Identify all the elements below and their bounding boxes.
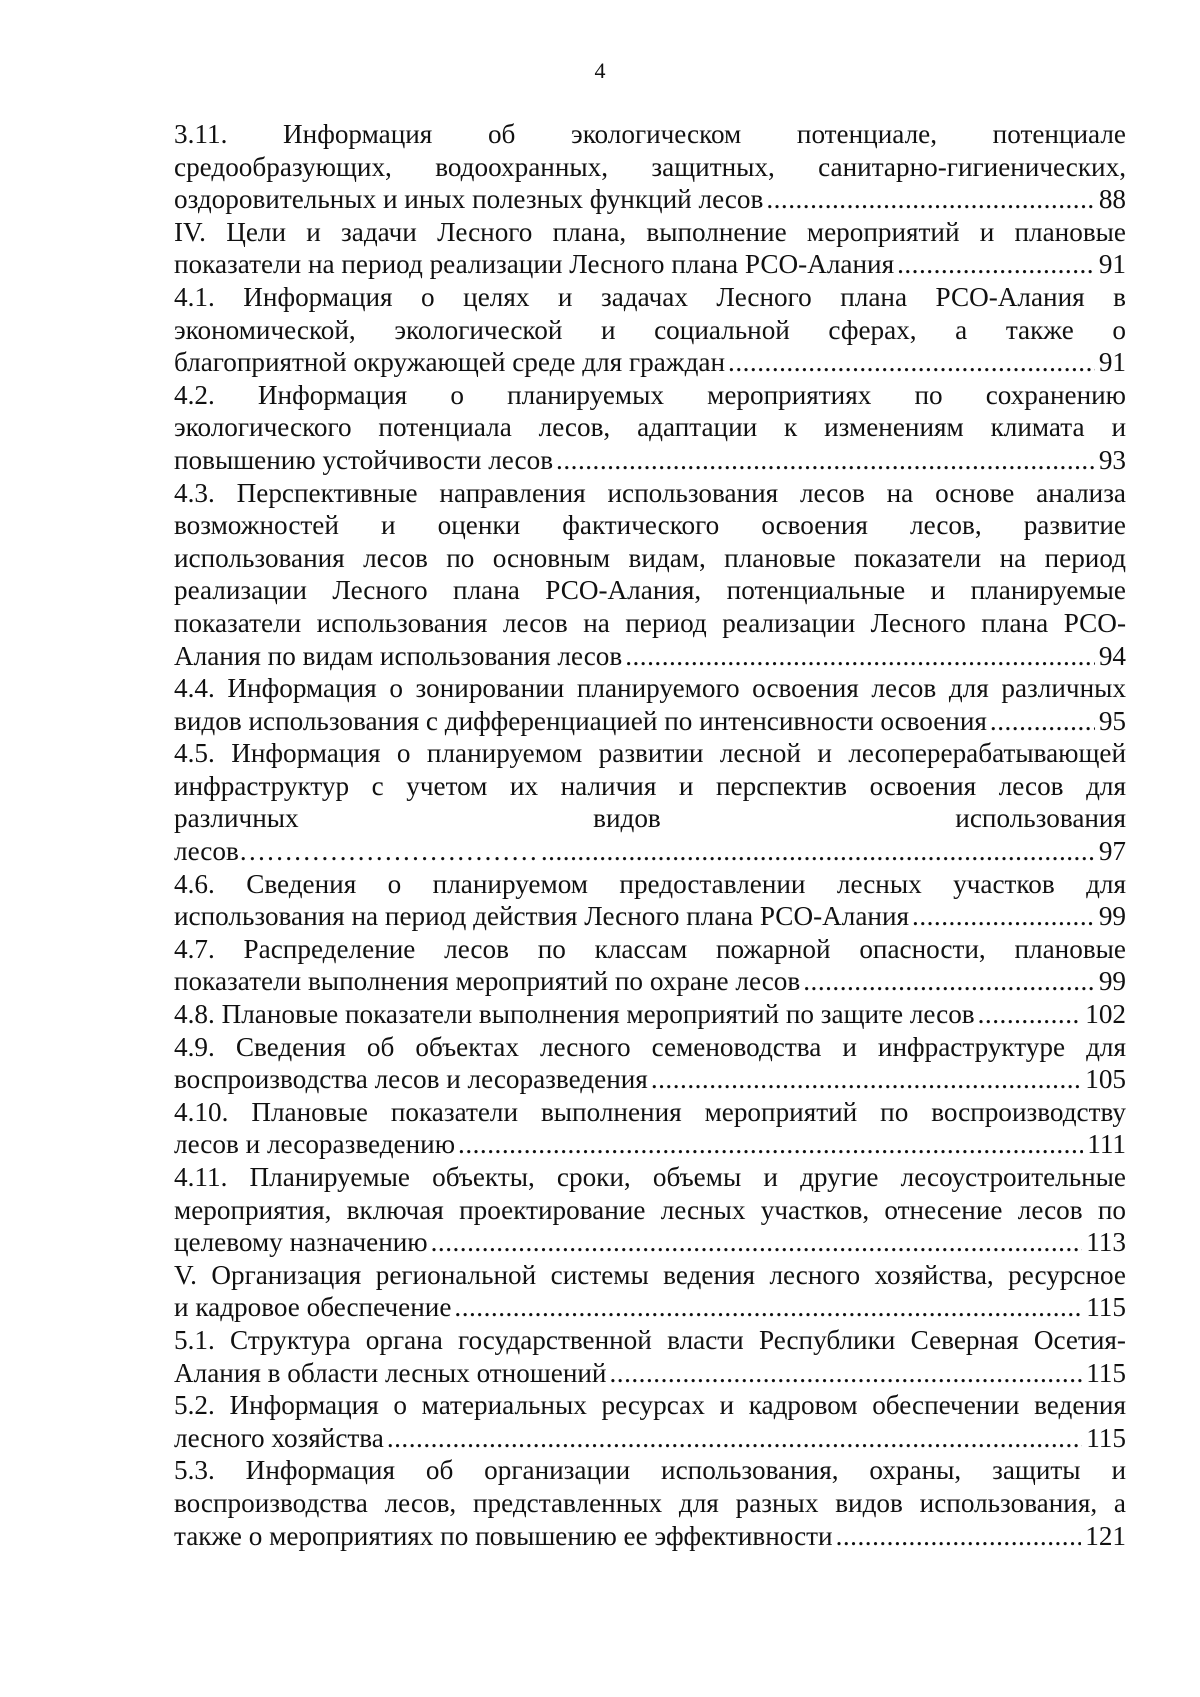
toc-page-number: 91 xyxy=(1098,249,1126,280)
toc-entry-last-line xyxy=(174,183,1126,216)
toc-entry-title-end: воспроизводства лесов и лесоразведения xyxy=(174,1064,648,1095)
toc-entry-last-line xyxy=(174,346,1126,379)
toc-page-number: 94 xyxy=(1098,640,1126,671)
toc-entry-line: 3.11. Информация об экологическом потенциале, потенциале xyxy=(174,119,1126,149)
toc-entry-line: 5.3. Информация об организации использования, охраны, защиты и xyxy=(174,1455,1126,1486)
toc-entry-last-line xyxy=(174,1422,1126,1455)
toc-leader-dots xyxy=(458,1128,1083,1161)
toc-leader-dots xyxy=(625,640,1095,673)
toc-page-number: 88 xyxy=(1098,184,1126,215)
toc-entry-title-end: также о мероприятиях по повышению ее эффективности xyxy=(174,1520,833,1551)
toc-leader-dots xyxy=(897,248,1095,281)
toc-entry-last-line xyxy=(174,444,1126,477)
toc-leader-dots xyxy=(990,705,1095,738)
toc-entry-line: показатели использования лесов на период реализации Лесного плана РСО- xyxy=(174,607,1126,638)
toc-entry-line: 4.9. Сведения об объектах лесного семеноводства и инфраструктуре для xyxy=(174,1031,1126,1062)
toc-entry-line: 5.2. Информация о материальных ресурсах и кадровом обеспечении ведения xyxy=(174,1390,1126,1421)
toc-entry-title-end: 4.8. Плановые показатели выполнения мероприятий по защите лесов xyxy=(174,999,975,1030)
toc-entry-title-end: использования на период действия Лесного плана РСО-Алания xyxy=(174,901,910,932)
toc-entry-title-end: благоприятной окружающей среде для граждан xyxy=(174,347,726,378)
toc-entry xyxy=(174,1454,1126,1552)
toc-leader-dots xyxy=(912,900,1095,933)
toc-entry-line: возможностей и оценки фактического освоения лесов, развитие xyxy=(174,510,1126,541)
toc-entry-last-line xyxy=(174,900,1126,933)
toc-entry xyxy=(174,1031,1126,1096)
toc-entry-line: 4.7. Распределение лесов по классам пожарной опасности, плановые xyxy=(174,933,1126,964)
toc-leader-dots xyxy=(978,998,1082,1031)
toc-entry-title-end: лесного хозяйства xyxy=(174,1422,384,1453)
toc-entry-line: V. Организация региональной системы ведения лесного хозяйства, ресурсное xyxy=(174,1259,1126,1290)
toc-entry-line: мероприятия, включая проектирование лесных участков, отнесение лесов по xyxy=(174,1194,1126,1225)
toc-entry-title-end: Алания в области лесных отношений xyxy=(174,1357,607,1388)
toc-page-number: 102 xyxy=(1085,999,1126,1030)
toc-leader-dots xyxy=(609,1357,1082,1390)
toc-page-number: 115 xyxy=(1086,1422,1126,1453)
toc-entry-line: IV. Цели и задачи Лесного плана, выполнение мероприятий и плановые xyxy=(174,216,1126,247)
toc-entry-title-end: видов использования с дифференциацией по интенсивности освоения xyxy=(174,705,987,736)
toc-entry xyxy=(174,477,1126,673)
toc-entry-last-line xyxy=(174,705,1126,738)
toc-page-number: 95 xyxy=(1098,705,1126,736)
toc-entry-line: экономической, экологической и социальной сферах, а также о xyxy=(174,314,1126,345)
toc-entry xyxy=(174,933,1126,998)
toc-page-number: 121 xyxy=(1085,1520,1126,1551)
table-of-contents xyxy=(174,118,1126,1552)
toc-entry-line: средообразующих, водоохранных, защитных, санитарно-гигиенических, xyxy=(174,151,1126,182)
toc-entry xyxy=(174,998,1126,1031)
toc-entry-last-line xyxy=(174,1063,1126,1096)
toc-entry-line: воспроизводства лесов, представленных для разных видов использования, а xyxy=(174,1487,1126,1518)
toc-entry-last-line xyxy=(174,1291,1126,1324)
toc-entry-line: 4.6. Сведения о планируемом предоставлении лесных участков для xyxy=(174,868,1126,899)
toc-entry-last-line xyxy=(174,1357,1126,1390)
toc-entry xyxy=(174,1324,1126,1389)
toc-leader-dots xyxy=(651,1063,1081,1096)
toc-entry xyxy=(174,1259,1126,1324)
toc-entry-line: 4.10. Плановые показатели выполнения мероприятий по воспроизводству xyxy=(174,1096,1126,1127)
toc-entry-title-end: повышению устойчивости лесов xyxy=(174,444,554,475)
toc-leader-dots xyxy=(387,1422,1082,1455)
toc-entry-line: экологического потенциала лесов, адаптации к изменениям климата и xyxy=(174,412,1126,443)
toc-entry-last-line xyxy=(174,965,1126,998)
toc-entry-line: 4.1. Информация о целях и задачах Лесного плана РСО-Алания в xyxy=(174,281,1126,312)
toc-entry xyxy=(174,672,1126,737)
toc-entry-line: 4.4. Информация о зонировании планируемого освоения лесов для различных xyxy=(174,673,1126,704)
toc-entry xyxy=(174,379,1126,477)
toc-entry-title-end: лесов и лесоразведению xyxy=(174,1129,456,1160)
toc-entry-title-end: целевому назначению xyxy=(174,1227,428,1258)
toc-entry-title-end: показатели выполнения мероприятий по охране лесов xyxy=(174,966,801,997)
toc-page-number: 113 xyxy=(1086,1227,1126,1258)
toc-page-number: 99 xyxy=(1098,966,1126,997)
toc-entry-last-line xyxy=(174,248,1126,281)
toc-entry-last-line xyxy=(174,640,1126,673)
toc-entry xyxy=(174,281,1126,379)
toc-leader-dots xyxy=(541,835,1095,868)
toc-leader-dots xyxy=(431,1226,1083,1259)
toc-page-number: 115 xyxy=(1086,1292,1126,1323)
toc-entry xyxy=(174,737,1126,867)
toc-leader-dots xyxy=(728,346,1095,379)
toc-entry-title-end: оздоровительных и иных полезных функций лесов xyxy=(174,184,764,215)
toc-entry-title-end: и кадровое обеспечение xyxy=(174,1292,452,1323)
toc-entry-title-end: Алания по видам использования лесов xyxy=(174,640,623,671)
toc-entry-title-end: лесов…………………………… xyxy=(174,836,538,867)
toc-entry-line: различных видов использования xyxy=(174,803,1126,834)
toc-leader-dots xyxy=(836,1520,1082,1553)
toc-entry xyxy=(174,216,1126,281)
toc-page-number: 105 xyxy=(1085,1064,1126,1095)
toc-entry-line: использования лесов по основным видам, плановые показатели на период xyxy=(174,542,1126,573)
toc-entry-line: инфраструктур с учетом их наличия и перспектив освоения лесов для xyxy=(174,770,1126,801)
toc-leader-dots xyxy=(766,183,1095,216)
toc-entry-last-line xyxy=(174,998,1126,1031)
toc-entry-last-line xyxy=(174,1226,1126,1259)
toc-entry xyxy=(174,1096,1126,1161)
toc-entry-title-end: показатели на период реализации Лесного плана РСО-Алания xyxy=(174,249,895,280)
toc-leader-dots xyxy=(803,965,1095,998)
toc-entry-last-line xyxy=(174,1520,1126,1553)
toc-page-number: 97 xyxy=(1098,836,1126,867)
page-number: 4 xyxy=(594,58,606,83)
toc-page-number: 91 xyxy=(1098,347,1126,378)
toc-entry-last-line xyxy=(174,1128,1126,1161)
toc-entry-line: 5.1. Структура органа государственной власти Республики Северная Осетия- xyxy=(174,1324,1126,1355)
toc-entry-last-line xyxy=(174,835,1126,868)
toc-entry-line: 4.3. Перспективные направления использования лесов на основе анализа xyxy=(174,477,1126,508)
toc-page-number: 115 xyxy=(1086,1357,1126,1388)
toc-entry-line: 4.2. Информация о планируемых мероприятиях по сохранению xyxy=(174,379,1126,410)
toc-page-number: 111 xyxy=(1087,1129,1126,1160)
toc-leader-dots xyxy=(454,1291,1082,1324)
toc-entry xyxy=(174,1161,1126,1259)
toc-leader-dots xyxy=(556,444,1095,477)
toc-page-number: 99 xyxy=(1098,901,1126,932)
toc-entry-line: реализации Лесного плана РСО-Алания, потенциальные и планируемые xyxy=(174,575,1126,606)
toc-entry-line: 4.5. Информация о планируемом развитии лесной и лесоперерабатывающей xyxy=(174,738,1126,769)
toc-entry xyxy=(174,1389,1126,1454)
toc-page-number: 93 xyxy=(1098,444,1126,475)
toc-entry xyxy=(174,868,1126,933)
toc-entry-line: 4.11. Планируемые объекты, сроки, объемы и другие лесоустроительные xyxy=(174,1162,1126,1192)
toc-entry xyxy=(174,118,1126,216)
